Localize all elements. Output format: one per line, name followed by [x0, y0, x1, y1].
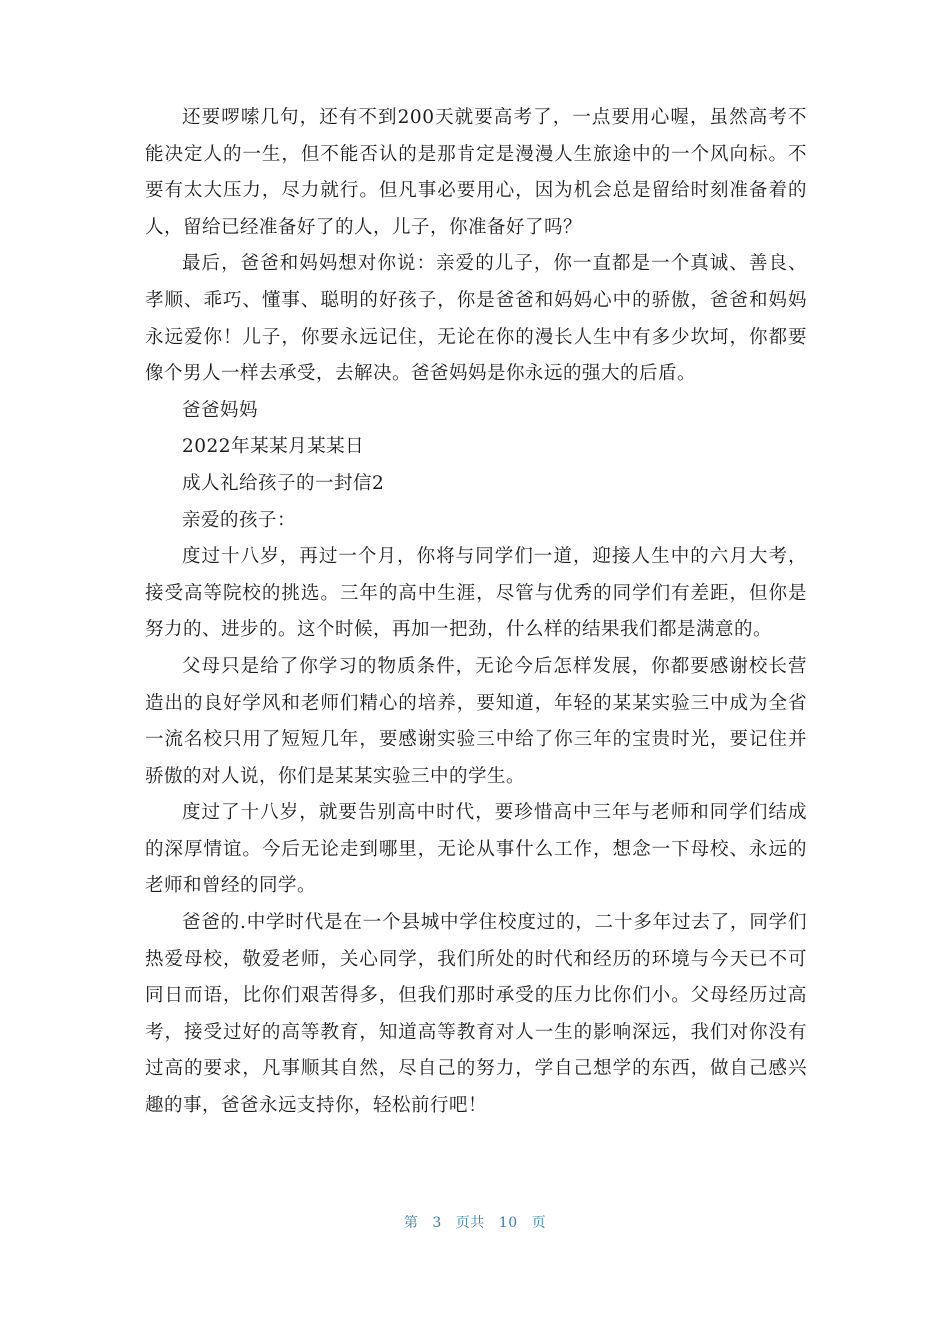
footer-page-number: 3 — [432, 1215, 442, 1231]
paragraph-farewell: 度过了十八岁，就要告别高中时代，要珍惜高中三年与老师和同学们结成的深厚情谊。今后无论走到哪里，无论从事什么工作，想念一下母校、永远的老师和曾经的同学。 — [145, 802, 807, 897]
letter-title-2: 成人礼给孩子的一封信2 — [182, 472, 385, 494]
signature-parents: 爸爸妈妈 — [182, 399, 259, 421]
paragraph-closing-words: 最后，爸爸和妈妈想对你说：亲爱的儿子，你一直都是一个真诚、善良、孝顺、乖巧、懂事、聪明的好孩子，你是爸爸和妈妈心中的骄傲，爸爸和妈妈永远爱你！儿子，你要永远记住，无论在你的漫长人生中有多少坎坷，你都要像个男人一样去承受，去解决。爸爸妈妈是你永远的强大的后盾。 — [145, 253, 807, 385]
footer-ye-gong: 页共 — [455, 1215, 485, 1231]
paragraph-advice: 还要啰嗦几句，还有不到200天就要高考了，一点要用心喔，虽然高考不能决定人的一生，但不能否认的是那肯定是漫漫人生旅途中的一个风向标。不要有太大压力，尽力就行。但凡事必要用心，因为机会总是留给时刻准备着的人，留给已经准备好了的人，儿子，你准备好了吗？ — [145, 107, 807, 238]
paragraph-gratitude: 父母只是给了你学习的物质条件，无论今后怎样发展，你都要感谢校长营造出的良好学风和老师们精心的培养，要知道，年轻的某某实验三中成为全省一流名校只用了短短几年，要感谢实验三中给了你三年的宝贵时光，要记住并骄傲的对人说，你们是某某实验三中的学生。 — [145, 655, 807, 787]
page-footer — [0, 1212, 950, 1232]
salutation: 亲爱的孩子： — [182, 509, 297, 531]
footer-di: 第 — [403, 1215, 419, 1231]
paragraph-eighteen: 度过十八岁，再过一个月，你将与同学们一道，迎接人生中的六月大考，接受高等院校的挑选。三年的高中生涯，尽管与优秀的同学们有差距，但你是努力的、进步的。这个时候，再加一把劲，什么样的结果我们都是满意的。 — [145, 546, 807, 641]
footer-total-pages: 10 — [498, 1215, 518, 1231]
paragraph-father-memory: 爸爸的.中学时代是在一个县城中学住校度过的，二十多年过去了，同学们热爱母校，敬爱老师，关心同学，我们所处的时代和经历的环境与今天已不可同日而语，比你们艰苦得多，但我们那时承受的压力比你们小。父母经历过高考，接受过好的高等教育，知道高等教育对人一生的影响深远，我们对你没有过高的要求，凡事顺其自然，尽自己的努力，学自己想学的东西，做自己感兴趣的事，爸爸永远支持你，轻松前行吧！ — [145, 912, 807, 1117]
footer-ye: 页 — [531, 1215, 547, 1231]
letter-body — [145, 100, 807, 1125]
letter-date: 2022年某某月某某日 — [182, 436, 365, 458]
